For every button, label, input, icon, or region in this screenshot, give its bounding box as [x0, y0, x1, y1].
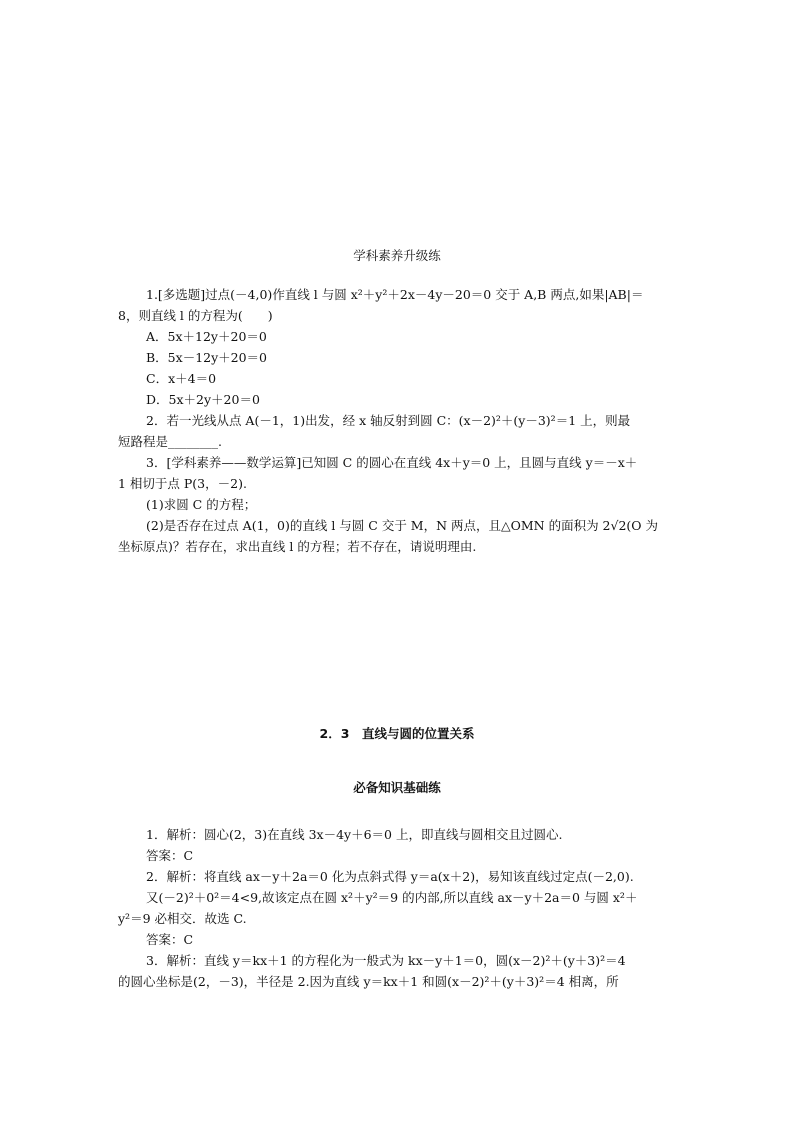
option-d: D．5x＋2y＋20＝0 — [146, 392, 260, 407]
option-b: B．5x－12y＋20＝0 — [146, 350, 268, 365]
solution-block — [118, 824, 678, 992]
answer-2: 答案：C — [146, 932, 194, 947]
problem-3-line-2: 1 相切于点 P(3，－2). — [118, 476, 247, 491]
solution-2-line-1: 2．解析：将直线 ax－y＋2a＝0 化为点斜式得 y＝a(x＋2)，易知该直线过定点(－2,0). — [146, 869, 634, 884]
problem-1-line-2: 8，则直线 l 的方程为( ) — [118, 308, 273, 323]
problem-3-part-1: (1)求圆 C 的方程； — [146, 497, 257, 512]
problem-3-part-2-line-1: (2)是否存在过点 A(1，0)的直线 l 与圆 C 交于 M，N 两点，且△OMN 的面积为 2√2(O 为 — [146, 518, 659, 533]
solution-3-line-2: 的圆心坐标是(2，－3)，半径是 2.因为直线 y＝kx＋1 和圆(x－2)²＋(y＋3)²＝4 相离，所 — [118, 974, 619, 989]
problem-3-line-1: 3．[学科素养——数学运算]已知圆 C 的圆心在直线 4x＋y＝0 上，且圆与直线 y＝－x＋ — [146, 455, 638, 470]
problem-1-line-1: 1.[多选题]过点(－4,0)作直线 l 与圆 x²＋y²＋2x－4y－20＝0 交于 A,B 两点,如果|AB|＝ — [146, 287, 644, 302]
answer-1: 答案：C — [146, 848, 194, 863]
problem-2-line-2: 短路程是________. — [118, 434, 222, 449]
solution-1: 1．解析：圆心(2，3)在直线 3x－4y＋6＝0 上，即直线与圆相交且过圆心. — [146, 827, 563, 842]
option-c: C．x＋4＝0 — [146, 371, 217, 386]
problem-2-line-1: 2．若一光线从点 A(－1，1)出发，经 x 轴反射到圆 C：(x－2)²＋(y－3)²＝1 上，则最 — [146, 413, 631, 428]
option-a: A．5x＋12y＋20＝0 — [146, 329, 267, 344]
exercise-block — [118, 284, 678, 557]
chapter-heading: 2．3 直线与圆的位置关系 — [319, 726, 475, 741]
solution-2-line-3: y²＝9 必相交．故选 C. — [118, 911, 247, 926]
solution-2-line-2: 又(－2)²＋0²＝4<9,故该定点在圆 x²＋y²＝9 的内部,所以直线 ax－y＋2a＝0 与圆 x²＋ — [146, 890, 638, 905]
problem-3-part-2-line-2: 坐标原点)？若存在，求出直线 l 的方程；若不存在，请说明理由. — [118, 539, 477, 554]
section-title: 学科素养升级练 — [353, 248, 441, 263]
section-subheading: 必备知识基础练 — [353, 780, 441, 795]
solution-3-line-1: 3．解析：直线 y＝kx＋1 的方程化为一般式为 kx－y＋1＝0，圆(x－2)²＋(y＋3)²＝4 — [146, 953, 626, 968]
